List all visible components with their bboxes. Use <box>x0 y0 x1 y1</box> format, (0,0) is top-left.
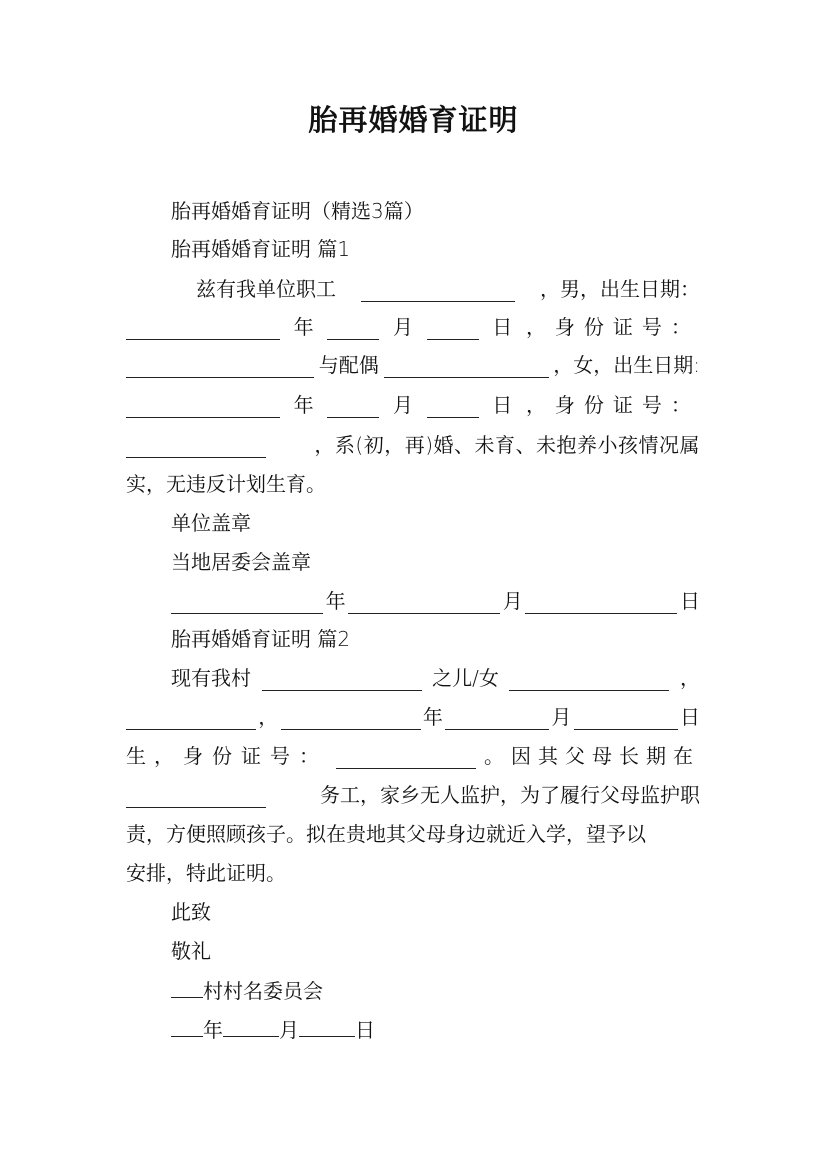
blank-spouse-birth-day <box>427 393 479 418</box>
id-number-label: ，身份证号： <box>154 744 328 768</box>
s2-text-parents-away: 。因其父母长期在 <box>484 744 700 768</box>
blank-sign-month <box>223 1012 279 1037</box>
section1-heading: 胎再婚婚育证明 篇1 <box>171 237 351 261</box>
s1-date-line <box>171 584 700 618</box>
blank-date-year <box>171 589 323 614</box>
day-label: 日 <box>679 705 700 729</box>
s2-text-son-daughter: 之儿/女 <box>432 666 499 690</box>
comma: ， <box>680 666 700 690</box>
s2-line-4 <box>126 778 700 812</box>
blank-spouse-birth-month <box>327 393 379 418</box>
closing-jingli: 敬礼 <box>171 939 211 963</box>
month-label: 月 <box>502 589 523 613</box>
s1-text-birth-female: ，女，出生日期: <box>553 353 700 377</box>
month-label: 月 <box>392 315 413 339</box>
blank-child-extra <box>126 705 256 730</box>
month-label: 月 <box>551 705 572 729</box>
s1-line-1 <box>126 272 700 306</box>
s2-line-2 <box>126 700 700 734</box>
seal-local-committee: 当地居委会盖章 <box>171 550 311 574</box>
s1-text-employee: 兹有我单位职工 <box>196 277 336 301</box>
month-label: 月 <box>279 1018 299 1042</box>
s1-line-3 <box>126 348 700 382</box>
blank-date-month <box>348 589 500 614</box>
section2-heading: 胎再婚婚育证明 篇2 <box>171 627 351 651</box>
month-label: 月 <box>392 393 413 417</box>
blank-work-location <box>126 783 266 808</box>
s1-text-marriage-status: ，系(初，再)婚、未育、未抱养小孩情况属 <box>314 433 700 457</box>
day-label: 日 <box>679 589 700 613</box>
blank-birth-month <box>327 315 379 340</box>
blank-id-number <box>126 353 314 378</box>
day-label: 日 <box>492 315 513 339</box>
blank-parent-name <box>262 666 422 691</box>
comma: ， <box>258 705 279 729</box>
village-committee-signature <box>171 973 700 1007</box>
blank-birth-day <box>427 315 479 340</box>
id-number-label: ，身份证号： <box>525 393 700 417</box>
blank-child-name <box>509 666 669 691</box>
blank-spouse-id <box>126 433 266 458</box>
s2-text-born: 生 <box>126 744 146 768</box>
s1-line-4 <box>126 388 700 422</box>
s1-line-2 <box>126 310 700 344</box>
s2-line-3 <box>126 739 700 773</box>
s1-text-spouse: 与配偶 <box>318 353 379 377</box>
blank-sign-day <box>299 1012 355 1037</box>
year-label: 年 <box>325 589 346 613</box>
closing-cizhi: 此致 <box>171 900 211 924</box>
blank-employee-name <box>361 277 515 302</box>
year-label: 年 <box>293 393 314 417</box>
s2-text-village: 现有我村 <box>171 666 251 690</box>
blank-child-birth-day <box>574 705 678 730</box>
s2-date-line <box>171 1012 700 1046</box>
seal-unit: 单位盖章 <box>171 511 251 535</box>
year-label: 年 <box>203 1018 223 1042</box>
year-label: 年 <box>293 315 314 339</box>
s1-line-6: 实，无违反计划生育。 <box>126 472 326 496</box>
s2-line-6: 安排，特此证明。 <box>126 861 286 885</box>
blank-village-name <box>171 973 203 998</box>
committee-label: 村村名委员会 <box>203 979 323 1003</box>
id-number-label: ，身份证号： <box>525 315 700 339</box>
document-title: 胎再婚婚育证明 <box>308 103 519 137</box>
s2-line-5: 责，方便照顾孩子。拟在贵地其父母身边就近入学，望予以 <box>126 822 646 846</box>
document-subtitle: 胎再婚婚育证明（精选3篇） <box>171 199 424 223</box>
blank-child-birth-month <box>445 705 549 730</box>
blank-sign-year <box>171 1012 203 1037</box>
day-label: 日 <box>355 1018 375 1042</box>
blank-child-id <box>336 744 476 769</box>
blank-birth-year <box>126 315 280 340</box>
blank-spouse-name <box>384 353 549 378</box>
s2-line-1 <box>171 661 700 695</box>
year-label: 年 <box>422 705 443 729</box>
blank-child-birth-year <box>281 705 421 730</box>
blank-date-day <box>525 589 677 614</box>
blank-spouse-birth-year <box>126 393 280 418</box>
day-label: 日 <box>492 393 513 417</box>
s1-line-5 <box>126 428 700 462</box>
s2-text-guardianship: 务工，家乡无人监护，为了履行父母监护职 <box>320 783 700 807</box>
s1-text-birth-male: ，男，出生日期： <box>540 277 700 301</box>
